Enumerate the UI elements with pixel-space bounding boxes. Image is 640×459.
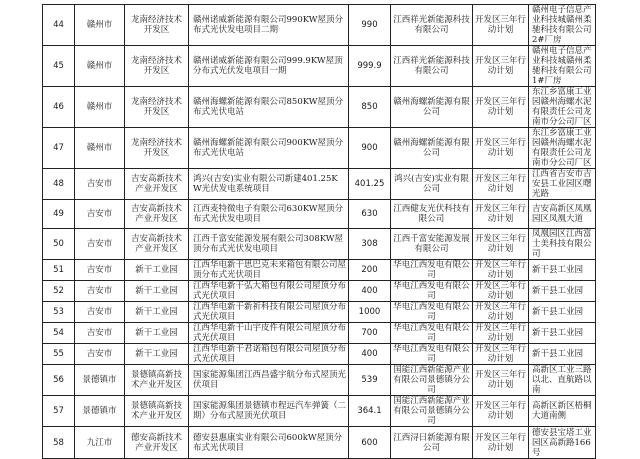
table-row [43, 200, 596, 229]
company-cell: 赣州海螺新能源有限公司 [391, 128, 473, 169]
scope-cell: 开发区三年行动计划 [473, 46, 529, 87]
row-number: 44 [43, 5, 75, 46]
table-row [43, 365, 596, 396]
location-cell: 新干县工业园 [529, 323, 596, 344]
city-cell: 赣州市 [75, 87, 125, 128]
company-cell: 华电江西发电有限公司 [391, 281, 473, 302]
row-number: 49 [43, 200, 75, 229]
row-number: 50 [43, 229, 75, 260]
table-body [43, 5, 596, 459]
project-cell: 江西华电新干思巴克未来箱包有限公司屋顶分布式光伏项目 [189, 260, 349, 281]
table-row [43, 169, 596, 200]
zone-cell: 新干工业园 [125, 302, 189, 323]
location-cell: 新干县工业园 [529, 260, 596, 281]
row-number: 56 [43, 365, 75, 396]
city-cell: 景德镇市 [75, 365, 125, 396]
table-row [43, 5, 596, 46]
capacity-cell: 700 [349, 323, 391, 344]
location-cell: 赣州电子信息产业科技城赣州柔驰科技有限公司1#厂房 [529, 46, 596, 87]
table-row [43, 323, 596, 344]
capacity-cell: 1000 [349, 302, 391, 323]
company-cell: 江西祥光新能源科技有限公司 [391, 5, 473, 46]
capacity-cell: 200 [349, 260, 391, 281]
location-cell: 高新区工业三路以北、直航路以南 [529, 365, 596, 396]
company-cell: 华电江西发电有限公司 [391, 302, 473, 323]
city-cell: 吉安市 [75, 169, 125, 200]
row-number: 57 [43, 396, 75, 427]
project-cell: 赣州海螺新能源有限公司900KW屋顶分布式光伏电站 [189, 128, 349, 169]
scope-cell: 开发区三年行动计划 [473, 200, 529, 229]
row-number: 45 [43, 46, 75, 87]
project-cell: 江西华电新干弘大箱包有限公司屋顶分布式光伏项目 [189, 281, 349, 302]
zone-cell: 景德镇高新技术产业开发区 [125, 365, 189, 396]
company-cell: 国能江西新能源产业有限公司景德镇分公司 [391, 365, 473, 396]
city-cell: 吉安市 [75, 281, 125, 302]
city-cell: 吉安市 [75, 229, 125, 260]
company-cell: 华电江西发电有限公司 [391, 344, 473, 365]
project-cell: 赣州诺威新能源有限公司999.9KW屋顶分布式光伏发电项目一期 [189, 46, 349, 87]
capacity-cell: 600 [349, 427, 391, 459]
location-cell: 高新区新区梧桐大道南侧 [529, 396, 596, 427]
scope-cell: 开发区三年行动计划 [473, 344, 529, 365]
table-row [43, 128, 596, 169]
capacity-cell: 539 [349, 365, 391, 396]
capacity-cell: 364.1 [349, 396, 391, 427]
city-cell: 赣州市 [75, 46, 125, 87]
zone-cell: 新干工业园 [125, 344, 189, 365]
zone-cell: 景德镇高新技术产业开发区 [125, 396, 189, 427]
project-cell: 鸿兴(吉安)实业有限公司新建401.25KW光伏发电系统项目 [189, 169, 349, 200]
company-cell: 江西健友光伏科技有限公司 [391, 200, 473, 229]
table-row [43, 260, 596, 281]
company-cell: 华电江西发电有限公司 [391, 260, 473, 281]
location-cell: 江西省吉安市吉安县工业园区曙光路 [529, 169, 596, 200]
company-cell: 江西浔日新能源有限公司 [391, 427, 473, 459]
zone-cell: 新干工业园 [125, 260, 189, 281]
city-cell: 赣州市 [75, 5, 125, 46]
scope-cell: 开发区三年行动计划 [473, 365, 529, 396]
project-cell: 赣州海螺新能源有限公司850KW屋顶分布式光伏电站 [189, 87, 349, 128]
project-cell: 江西华电新干君诺箱包有限公司屋顶分布式光伏项目 [189, 344, 349, 365]
scope-cell: 开发区三年行动计划 [473, 396, 529, 427]
scope-cell: 开发区三年行动计划 [473, 281, 529, 302]
scope-cell: 开发区三年行动计划 [473, 5, 529, 46]
capacity-cell: 999.9 [349, 46, 391, 87]
city-cell: 吉安市 [75, 302, 125, 323]
row-number: 53 [43, 302, 75, 323]
project-cell: 江西千富安能源发展有限公司308KW屋顶分布式光伏发电项目 [189, 229, 349, 260]
capacity-cell: 308 [349, 229, 391, 260]
project-cell: 国家能源集团景德镇市程远汽车弹簧（二期）分布式屋顶光伏项目 [189, 396, 349, 427]
zone-cell: 新干工业园 [125, 281, 189, 302]
capacity-cell: 990 [349, 5, 391, 46]
project-cell: 国家能源集团江西昌盛宇航分布式屋顶光伏项目 [189, 365, 349, 396]
company-cell: 江西千富安能源发展有限公司 [391, 229, 473, 260]
company-cell: 国能江西新能源产业有限公司景德镇分公司 [391, 396, 473, 427]
table-row [43, 427, 596, 459]
scope-cell: 开发区三年行动计划 [473, 302, 529, 323]
city-cell: 赣州市 [75, 128, 125, 169]
company-cell: 华电江西发电有限公司 [391, 323, 473, 344]
capacity-cell: 900 [349, 128, 391, 169]
project-cell: 赣州诺威新能源有限公司990KW屋顶分布式光伏发电项目二期 [189, 5, 349, 46]
row-number: 58 [43, 427, 75, 459]
table-row [43, 302, 596, 323]
location-cell: 吉安高新区凤凰园区凤凰大道 [529, 200, 596, 229]
city-cell: 景德镇市 [75, 396, 125, 427]
project-table [42, 4, 596, 459]
location-cell: 东江乡富康工业园赣州海螺水泥有限责任公司龙南市分公司厂区 [529, 87, 596, 128]
table-row [43, 396, 596, 427]
table-row [43, 229, 596, 260]
city-cell: 九江市 [75, 427, 125, 459]
scope-cell: 开发区三年行动计划 [473, 229, 529, 260]
table-row [43, 281, 596, 302]
zone-cell: 德安高新技术产业开发区 [125, 427, 189, 459]
row-number: 48 [43, 169, 75, 200]
scope-cell: 开发区三年行动计划 [473, 260, 529, 281]
project-cell: 江西华电新干新祈科技有限公司屋顶分布式光伏项目 [189, 302, 349, 323]
location-cell: 新干县工业园 [529, 344, 596, 365]
city-cell: 吉安市 [75, 200, 125, 229]
table-row [43, 46, 596, 87]
row-number: 54 [43, 323, 75, 344]
city-cell: 吉安市 [75, 344, 125, 365]
scope-cell: 开发区三年行动计划 [473, 128, 529, 169]
zone-cell: 新干工业园 [125, 323, 189, 344]
capacity-cell: 401.25 [349, 169, 391, 200]
location-cell: 新干县工业园 [529, 302, 596, 323]
location-cell: 东江乡富康工业园赣州海螺水泥有限责任公司龙南市分公司厂区 [529, 128, 596, 169]
zone-cell: 吉安高新技术产业开发区 [125, 229, 189, 260]
project-cell: 江西麦特微电子有限公司630KW屋顶分布式光伏发电项目 [189, 200, 349, 229]
city-cell: 吉安市 [75, 323, 125, 344]
zone-cell: 龙南经济技术开发区 [125, 128, 189, 169]
row-number: 47 [43, 128, 75, 169]
table-row [43, 344, 596, 365]
scope-cell: 开发区三年行动计划 [473, 427, 529, 459]
location-cell: 凤凰园区江西富士美科技有限公司 [529, 229, 596, 260]
zone-cell: 龙南经济技术开发区 [125, 5, 189, 46]
row-number: 52 [43, 281, 75, 302]
zone-cell: 龙南经济技术开发区 [125, 87, 189, 128]
company-cell: 鸿兴(吉安)实业有限公司 [391, 169, 473, 200]
location-cell: 德安县宝塔工业园区高新路166号 [529, 427, 596, 459]
row-number: 55 [43, 344, 75, 365]
location-cell: 新干县工业园 [529, 281, 596, 302]
scope-cell: 开发区三年行动计划 [473, 169, 529, 200]
zone-cell: 吉安高新技术产业开发区 [125, 169, 189, 200]
row-number: 46 [43, 87, 75, 128]
location-cell: 赣州电子信息产业科技城赣州柔驰科技有限公司2#厂房 [529, 5, 596, 46]
capacity-cell: 630 [349, 200, 391, 229]
project-table-page [42, 4, 595, 459]
scope-cell: 开发区三年行动计划 [473, 87, 529, 128]
project-cell: 江西华电新干山宇皮件有限公司屋顶分布式光伏项目 [189, 323, 349, 344]
project-cell: 德安县惠康实业有限公司600kW屋顶分布式光伏项目 [189, 427, 349, 459]
capacity-cell: 400 [349, 344, 391, 365]
zone-cell: 龙南经济技术开发区 [125, 46, 189, 87]
company-cell: 江西祥光新能源科技有限公司 [391, 46, 473, 87]
scope-cell: 开发区三年行动计划 [473, 323, 529, 344]
zone-cell: 吉安高新技术产业开发区 [125, 200, 189, 229]
company-cell: 赣州海螺新能源有限公司 [391, 87, 473, 128]
capacity-cell: 850 [349, 87, 391, 128]
row-number: 51 [43, 260, 75, 281]
city-cell: 吉安市 [75, 260, 125, 281]
capacity-cell: 400 [349, 281, 391, 302]
table-row [43, 87, 596, 128]
